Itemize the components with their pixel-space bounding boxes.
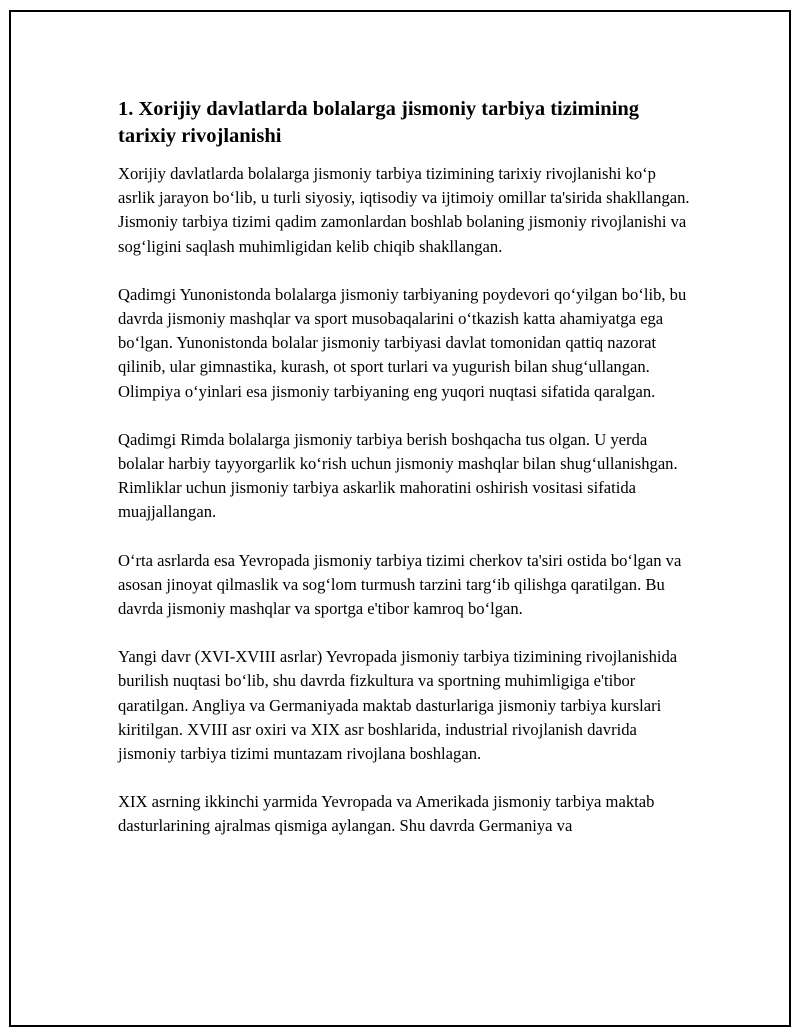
paragraph-ancient-rome: Qadimgi Rimda bolalarga jismoniy tarbiya berish boshqacha tus olgan. U yerda bolalar harbiy tayyorgarlik ko‘rish uchun jismoniy mashqlar bilan shug‘ullanishgan. Rimliklar uchun jismoniy tarbiya askarlik mahoratini oshirish vositasi sifatida muajjallangan. <box>118 429 678 522</box>
document-body <box>118 96 693 863</box>
page-frame <box>9 10 791 1027</box>
paragraph-nineteenth-century: XIX asrning ikkinchi yarmida Yevropada va Amerikada jismoniy tarbiya maktab dasturlarining ajralmas qismiga aylangan. Shu davrda Germaniya va <box>118 792 655 836</box>
section-title: 1. Xorijiy davlatlarda bolalarga jismoniy tarbiya tizimining tarixiy rivojlanishi <box>118 98 640 147</box>
paragraph-middle-ages: O‘rta asrlarda esa Yevropada jismoniy tarbiya tizimi cherkov ta'siri ostida bo‘lgan va asosan jinoyat qilmaslik va sog‘lom turmush tarzini targ‘ib qilishga qaratilgan. Bu davrda jismoniy mashqlar va sportga e'tibor kamroq bo‘lgan. <box>118 550 682 619</box>
paragraph-new-era: Yangi davr (XVI-XVIII asrlar) Yevropada jismoniy tarbiya tizimining rivojlanishida burilish nuqtasi bo‘lib, shu davrda fizkultura va sportning muhimligiga e'tibor qaratilgan. Angliya va Germaniyada maktab dasturlariga jismoniy tarbiya kurslari kiritilgan. XVIII asr oxiri va XIX asr boshlarida, industrial rivojlanish davrida jismoniy tarbiya tizimi muntazam rivojlana boshlagan. <box>118 647 678 764</box>
paragraph-intro: Xorijiy davlatlarda bolalarga jismoniy tarbiya tizimining tarixiy rivojlanishi ko‘p asrlik jarayon bo‘lib, u turli siyosiy, iqtisodiy va ijtimoiy omillar ta'sirida shakllangan. Jismoniy tarbiya tizimi qadim zamonlardan boshlab bolaning jismoniy rivojlanishi va sog‘ligini saqlash muhimligidan kelib chiqib shakllangan. <box>118 164 690 256</box>
paragraph-ancient-greece: Qadimgi Yunonistonda bolalarga jismoniy tarbiyaning poydevori qo‘yilgan bo‘lib, bu davrda jismoniy mashqlar va sport musobaqalarini o‘tkazish katta ahamiyatga ega bo‘lgan. Yunonistonda bolalar jismoniy tarbiyasi davlat tomonidan qattiq nazorat qilinib, ular gimnastika, kurash, ot sport turlari va yugurish bilan shug‘ullangan. Olimpiya o‘yinlari esa jismoniy tarbiyaning eng yuqori nuqtasi sifatida qaralgan. <box>118 284 687 401</box>
